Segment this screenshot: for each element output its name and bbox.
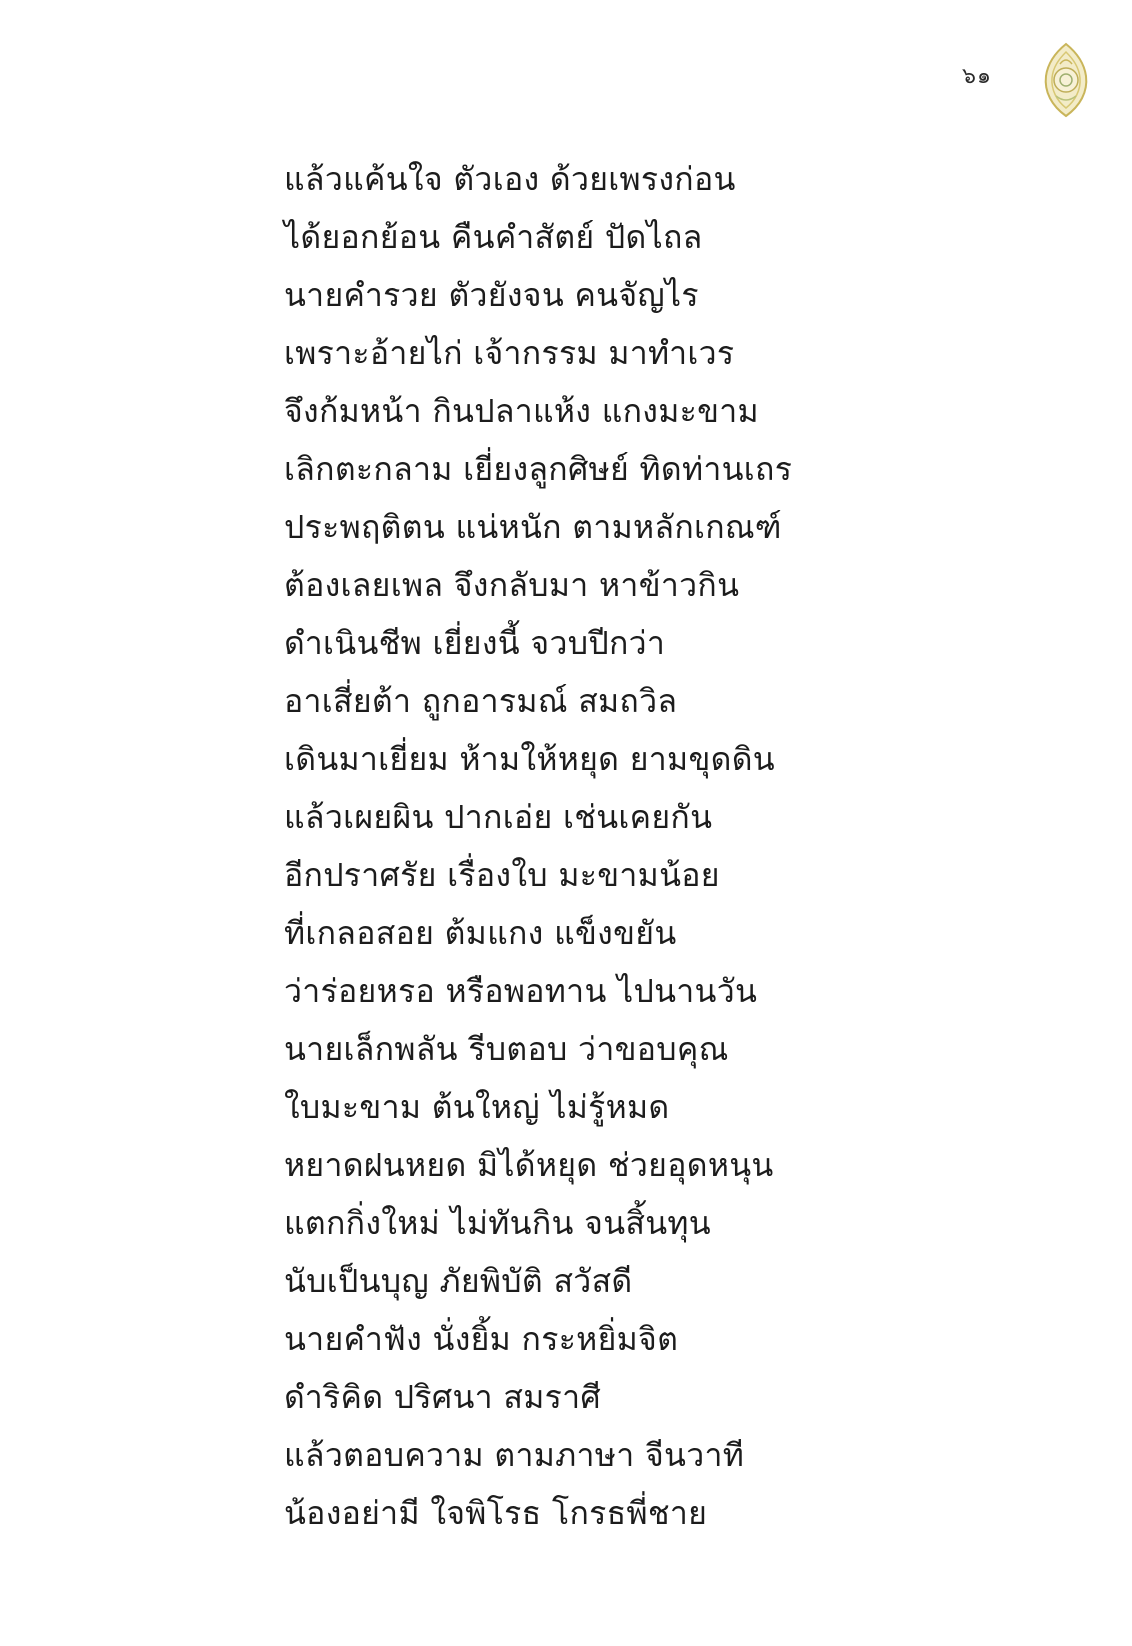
poem-line: แล้วเผยผิน ปากเอ่ย เช่นเคยกัน	[284, 798, 713, 836]
poem-line: ว่าร่อยหรอ หรือพอทาน ไปนานวัน	[284, 972, 758, 1010]
poem-line: ต้องเลยเพล จึงกลับมา หาข้าวกิน	[284, 566, 740, 604]
poem-line: หยาดฝนหยด มิได้หยุด ช่วยอุดหนุน	[284, 1146, 774, 1184]
poem-line: เลิกตะกลาม เยี่ยงลูกศิษย์ ทิดท่านเถร	[284, 450, 793, 488]
poem-line: อาเสี่ยต้า ถูกอารมณ์ สมถวิล	[284, 682, 678, 720]
poem-line: ดำเนินชีพ เยี่ยงนี้ จวบปีกว่า	[284, 624, 666, 662]
poem-line: นายคำรวย ตัวยังจน คนจัญไร	[284, 276, 699, 314]
page-number: ๖๑	[962, 64, 992, 89]
poem-line: ใบมะขาม ต้นใหญ่ ไม่รู้หมด	[284, 1088, 670, 1126]
poem-line: นับเป็นบุญ ภัยพิบัติ สวัสดี	[284, 1262, 633, 1300]
poem-line: นายคำฟัง นั่งยิ้ม กระหยิ่มจิต	[284, 1320, 679, 1358]
poem-line: เพราะอ้ายไก่ เจ้ากรรม มาทำเวร	[284, 334, 735, 372]
poem-line: ได้ยอกย้อน คืนคำสัตย์ ปัดไถล	[284, 218, 703, 256]
poem-body	[284, 150, 844, 1542]
poem-line: นายเล็กพลัน รีบตอบ ว่าขอบคุณ	[284, 1030, 729, 1068]
poem-line: แล้วแค้นใจ ตัวเอง ด้วยเพรงก่อน	[284, 160, 736, 198]
poem-line: น้องอย่ามี ใจพิโรธ โกรธพี่ชาย	[284, 1494, 708, 1532]
poem-line: อีกปราศรัย เรื่องใบ มะขามน้อย	[284, 856, 720, 894]
poem-line: จึงก้มหน้า กินปลาแห้ง แกงมะขาม	[284, 392, 759, 430]
poem-line: ที่เกลอสอย ต้มแกง แข็งขยัน	[284, 914, 677, 952]
school-seal-icon	[1034, 40, 1098, 122]
poem-line: เดินมาเยี่ยม ห้ามให้หยุด ยามขุดดิน	[284, 740, 775, 778]
poem-line: แล้วตอบความ ตามภาษา จีนวาที	[284, 1436, 745, 1474]
poem-line: แตกกิ่งใหม่ ไม่ทันกิน จนสิ้นทุน	[284, 1204, 711, 1242]
poem-line: ประพฤติตน แน่หนัก ตามหลักเกณฑ์	[284, 508, 782, 546]
poem-line: ดำริคิด ปริศนา สมราศี	[284, 1378, 602, 1416]
